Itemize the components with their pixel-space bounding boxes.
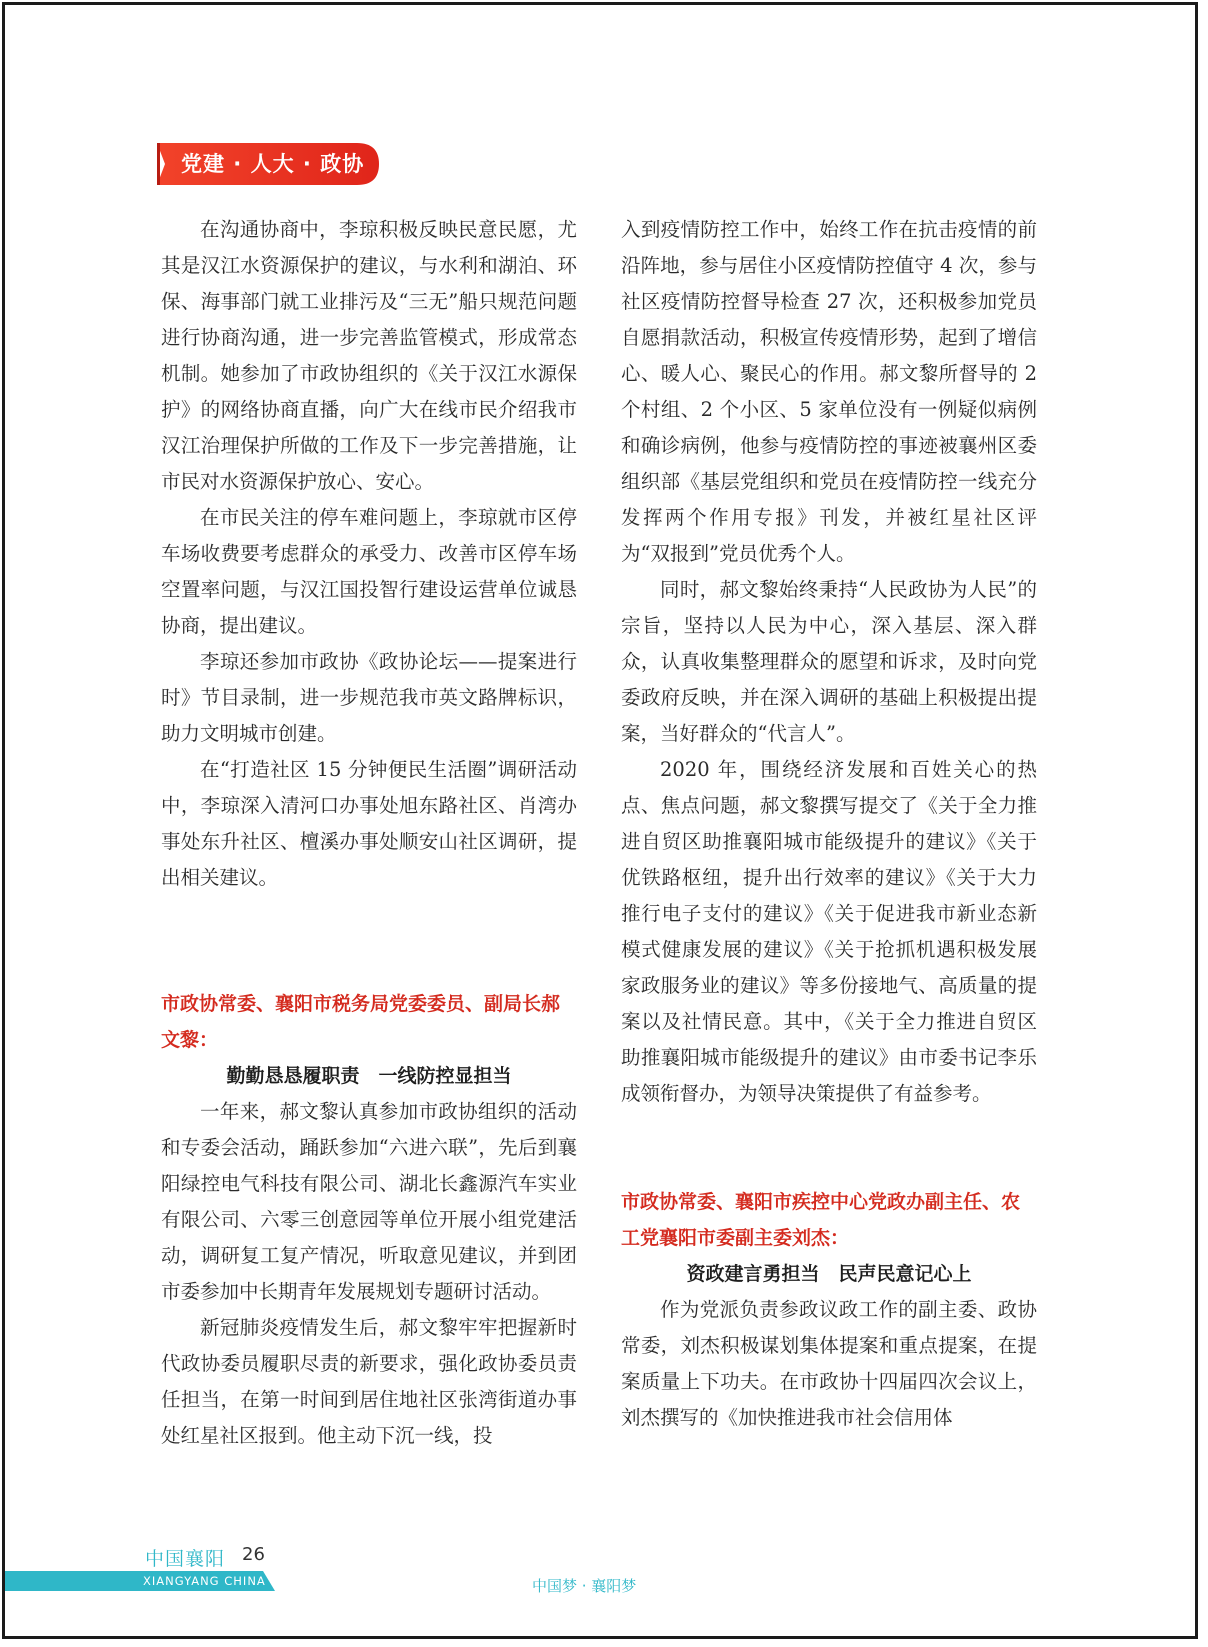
section-tab <box>157 143 379 185</box>
section-gap <box>621 1112 1037 1184</box>
section-gap <box>161 896 577 986</box>
footer-brand-en: XIANGYANG CHINA <box>143 1574 266 1588</box>
page-number: 26 <box>242 1544 265 1565</box>
paragraph: 新冠肺炎疫情发生后，郝文黎牢牢把握新时代政协委员履职尽责的新要求，强化政协委员责任担当，在第一时间到居住地社区张湾街道办事处红星社区报到。他主动下沉一线，投 <box>161 1316 577 1447</box>
member-subheading: 勤勤恳恳履职责 一线防控显担当 <box>226 1065 512 1087</box>
section-tab-label: 党建 · 人大 · 政协 <box>181 152 365 176</box>
member-heading: 市政协常委、襄阳市税务局党委委员、副局长郝文黎： <box>161 993 561 1051</box>
paragraph: 同时，郝文黎始终秉持“人民政协为人民”的宗旨，坚持以人民为中心，深入基层、深入群众，认真收集整理群众的愿望和诉求，及时向党委政府反映，并在深入调研的基础上积极提出提案，当好群众的“代言人”。 <box>621 578 1037 745</box>
footer-slogan: 中国梦 · 襄阳梦 <box>532 1577 637 1595</box>
right-column <box>621 212 1037 1436</box>
paragraph: 李琼还参加市政协《政协论坛——提案进行时》节目录制，进一步规范我市英文路牌标识，助力文明城市创建。 <box>161 650 577 745</box>
paragraph: 在沟通协商中，李琼积极反映民意民愿，尤其是汉江水资源保护的建议，与水利和湖泊、环保、海事部门就工业排污及“三无”船只规范问题进行协商沟通，进一步完善监管模式，形成常态机制。她参加了市政协组织的《关于汉江水源保护》的网络协商直播，向广大在线市民介绍我市汉江治理保护所做的工作及下一步完善措施，让市民对水资源保护放心、安心。 <box>161 218 577 493</box>
paragraph: 一年来，郝文黎认真参加市政协组织的活动和专委会活动，踊跃参加“六进六联”，先后到襄阳绿控电气科技有限公司、湖北长鑫源汽车实业有限公司、六零三创意园等单位开展小组党建活动，调研复工复产情况，听取意见建议，并到团市委参加中长期青年发展规划专题研讨活动。 <box>161 1100 577 1303</box>
paragraph: 作为党派负责参政议政工作的副主委、政协常委，刘杰积极谋划集体提案和重点提案，在提案质量上下功夫。在市政协十四届四次会议上，刘杰撰写的《加快推进我市社会信用体 <box>621 1298 1037 1429</box>
paragraph: 在市民关注的停车难问题上，李琼就市区停车场收费要考虑群众的承受力、改善市区停车场空置率问题，与汉江国投智行建设运营单位诚恳协商，提出建议。 <box>161 506 577 637</box>
left-column <box>161 212 577 1454</box>
paragraph: 在“打造社区 15 分钟便民生活圈”调研活动中，李琼深入清河口办事处旭东路社区、肖湾办事处东升社区、檀溪办事处顺安山社区调研，提出相关建议。 <box>161 758 577 889</box>
paragraph: 入到疫情防控工作中，始终工作在抗击疫情的前沿阵地，参与居住小区疫情防控值守 4 次，参与社区疫情防控督导检查 27 次，还积极参加党员自愿捐款活动，积极宣传疫情形势，起到了增信心、暖人心、聚民心的作用。郝文黎所督导的 2 个村组、2 个小区、5 家单位没有一例疑似病例和确诊病例，他参与疫情防控的事迹被襄州区委组织部《基层党组织和党员在疫情防控一线充分发挥两个作用专报》刊发，并被红星社区评为“双报到”党员优秀个人。 <box>621 218 1037 565</box>
member-subheading: 资政建言勇担当 民声民意记心上 <box>686 1263 972 1285</box>
member-heading: 市政协常委、襄阳市疾控中心党政办副主任、农工党襄阳市委副主委刘杰： <box>621 1191 1021 1249</box>
paragraph: 2020 年，围绕经济发展和百姓关心的热点、焦点问题，郝文黎撰写提交了《关于全力推进自贸区助推襄阳城市能级提升的建议》《关于优铁路枢纽，提升出行效率的建议》《关于大力推行电子支付的建议》《关于促进我市新业态新模式健康发展的建议》《关于抢抓机遇积极发展家政服务业的建议》等多份接地气、高质量的提案以及社情民意。其中，《关于全力推进自贸区助推襄阳城市能级提升的建议》由市委书记李乐成领衔督办，为领导决策提供了有益参考。 <box>621 758 1037 1105</box>
footer-brand: 中国襄阳 <box>145 1548 226 1570</box>
